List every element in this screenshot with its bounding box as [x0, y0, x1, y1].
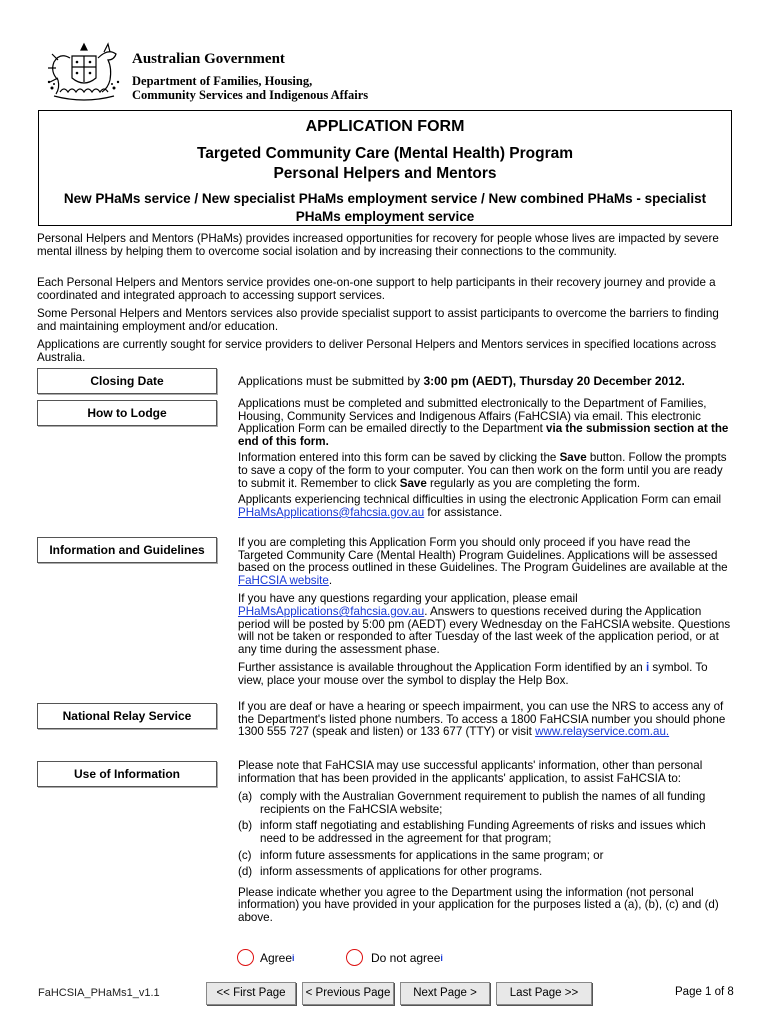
- last-page-button[interactable]: Last Page >>: [496, 982, 592, 1005]
- information-guidelines-text: [238, 537, 734, 692]
- list-item-label: (a): [238, 790, 253, 804]
- lodge-p2-save-2: Save: [399, 476, 427, 490]
- list-item: [238, 850, 734, 863]
- info-email-link[interactable]: PHaMsApplications@fahcsia.gov.au: [238, 604, 425, 618]
- relay-text: If you are deaf or have a hearing or speech impairment, you can use the NRS to access any of the Department's listed phone numbers. To access a 1800 FaHCSIA number you should phone 1300 555 727 (speak and listen) or 133 677 (TTY) or visit: [238, 700, 726, 739]
- list-item-text: inform assessments of applications for other programs.: [260, 865, 543, 879]
- information-guidelines-label: Information and Guidelines: [37, 537, 217, 563]
- list-item-label: (c): [238, 848, 252, 862]
- list-item-text: inform staff negotiating and establishing Funding Agreements of risks and issues which need to be addressed in the agreement for that program;: [260, 819, 706, 845]
- info-p2-post: . Answers to questions received during the Application period will be posted by 5:00 pm (AEDT) every Wednesday on the FaHCSIA website. Questions will not be taken or responded to after Tuesday of the last week of the application period, or at any time during the assessment phase.: [238, 604, 731, 656]
- agree-label: Agree: [260, 950, 293, 965]
- closing-date-text: [238, 375, 734, 388]
- fahcsia-website-link[interactable]: FaHCSIA website: [238, 573, 329, 587]
- lodge-paragraph-2: [238, 452, 734, 490]
- closing-date-text-pre: Applications must be submitted by: [238, 374, 424, 388]
- info-icon: i: [645, 661, 650, 675]
- how-to-lodge-text: [238, 398, 734, 523]
- disagree-info-icon[interactable]: i: [440, 952, 443, 963]
- program-title: [39, 144, 731, 184]
- lodge-p3-text: Applicants experiencing technical difficulties in using the electronic Application Form can email: [238, 493, 722, 507]
- intro-paragraph-2: Each Personal Helpers and Mentors service provides one-on-one support to help participants in their recovery journey and provide a coordinated and integrated approach to accessing support services.: [37, 276, 716, 302]
- department-line-2: Community Services and Indigenous Affairs: [132, 88, 369, 102]
- national-relay-text: [238, 701, 734, 739]
- department-line-1: Department of Families, Housing,: [132, 74, 313, 88]
- title-box: [38, 110, 732, 226]
- disagree-option[interactable]: [346, 949, 443, 966]
- lodge-p1-text: Applications must be completed and submitted electronically to the Department of Families, Housing, Community Services and Indigenous Affairs (FaHCSIA) via email. This electronic Application Form can be emailed directly to the Department: [238, 397, 707, 436]
- info-p3-text: Further assistance is available throughout the Application Form identified by an: [238, 661, 646, 675]
- lodge-p1-bold: via the submission section at the end of this form.: [238, 422, 729, 448]
- agree-radio[interactable]: [237, 949, 254, 966]
- department-name: [132, 74, 432, 102]
- info-p1-post: .: [328, 573, 333, 587]
- form-title: APPLICATION FORM: [305, 118, 465, 135]
- info-paragraph-3: [238, 662, 734, 687]
- national-relay-label: National Relay Service: [37, 703, 217, 729]
- use-intro: Please note that FaHCSIA may use successful applicants' information, other than personal information that has been provided in the applicants' application, to assist FaHCSIA to:: [238, 759, 703, 785]
- closing-date-label: Closing Date: [37, 368, 217, 394]
- government-name: Australian Government: [132, 51, 285, 67]
- list-item: [238, 791, 734, 816]
- next-page-button[interactable]: Next Page >: [400, 982, 490, 1005]
- intro-paragraph-4: Applications are currently sought for service providers to deliver Personal Helpers and Mentors services in specified locations across Australia.: [37, 338, 717, 364]
- page-number: Page 1 of 8: [675, 986, 734, 998]
- relay-service-link[interactable]: www.relayservice.com.au.: [535, 725, 670, 739]
- list-item: [238, 866, 734, 879]
- info-paragraph-2: [238, 593, 734, 656]
- info-p3-post: symbol. To view, place your mouse over the symbol to display the Help Box.: [238, 661, 708, 687]
- lodge-p2-text-a: Information entered into this form can be saved by clicking the: [238, 451, 560, 465]
- list-item: [238, 820, 734, 845]
- info-paragraph-1: [238, 537, 734, 587]
- intro-paragraph-3: Some Personal Helpers and Mentors services also provide specialist support to assist participants to overcome the barriers to finding and maintaining employment and/or education.: [37, 307, 719, 333]
- lodge-p2-text-c: regularly as you are completing the form.: [426, 476, 641, 490]
- how-to-lodge-label: How to Lodge: [37, 400, 217, 426]
- use-of-information-text: [238, 760, 734, 929]
- lodge-p2-save-1: Save: [559, 451, 587, 465]
- closing-date-deadline: 3:00 pm (AEDT), Thursday 20 December 2012.: [423, 374, 685, 388]
- list-item-text: inform future assessments for applications in the same program; or: [260, 848, 604, 862]
- form-subtitle: New PHaMs service / New specialist PHaMs employment service / New combined PHaMs - specialist PHaMs employment service: [63, 191, 707, 224]
- disagree-radio[interactable]: [346, 949, 363, 966]
- info-p1-text: If you are completing this Application Form you should only proceed if you have read the Targeted Community Care (Mental Health) Program Guidelines. Applications will be assessed based on the process outlined in these Guidelines. The Program Guidelines are available at the: [238, 536, 728, 575]
- disagree-label: Do not agree: [371, 950, 441, 965]
- lodge-p3-post: for assistance.: [424, 505, 503, 519]
- info-p2-text: If you have any questions regarding your application, please email: [238, 592, 578, 606]
- agree-info-icon[interactable]: i: [292, 952, 295, 963]
- program-title-line-2: Personal Helpers and Mentors: [273, 165, 497, 182]
- agree-option[interactable]: [237, 949, 295, 966]
- lodge-email-link[interactable]: PHaMsApplications@fahcsia.gov.au: [238, 505, 425, 519]
- program-title-line-1: Targeted Community Care (Mental Health) Program: [196, 145, 574, 162]
- list-item-label: (d): [238, 865, 253, 879]
- consent-text: Please indicate whether you agree to the Department using the information (not personal information) you have provided in your application for the purposes listed a (a), (b), (c) and (d) above.: [238, 885, 719, 924]
- coat-of-arms-icon: [44, 38, 124, 104]
- previous-page-button[interactable]: < Previous Page: [302, 982, 394, 1005]
- lodge-paragraph-1: [238, 398, 734, 448]
- list-item-label: (b): [238, 819, 253, 833]
- use-of-information-label: Use of Information: [37, 761, 217, 787]
- first-page-button[interactable]: << First Page: [206, 982, 296, 1005]
- list-item-text: comply with the Australian Government requirement to publish the names of all funding recipients on the FaHCSIA website;: [260, 790, 706, 816]
- form-version-code: FaHCSIA_PHaMs1_v1.1: [38, 987, 160, 999]
- lodge-p2-text-b: button. Follow the prompts to save a copy of the form to your computer. You can then work on the form until you are ready to submit it. Remember to click: [238, 451, 727, 490]
- lodge-paragraph-3: [238, 494, 734, 519]
- intro-paragraph-1: Personal Helpers and Mentors (PHaMs) provides increased opportunities for recovery for people whose lives are impacted by severe mental illness by helping them to overcome social isolation and by increasing their connections to the community.: [37, 232, 719, 258]
